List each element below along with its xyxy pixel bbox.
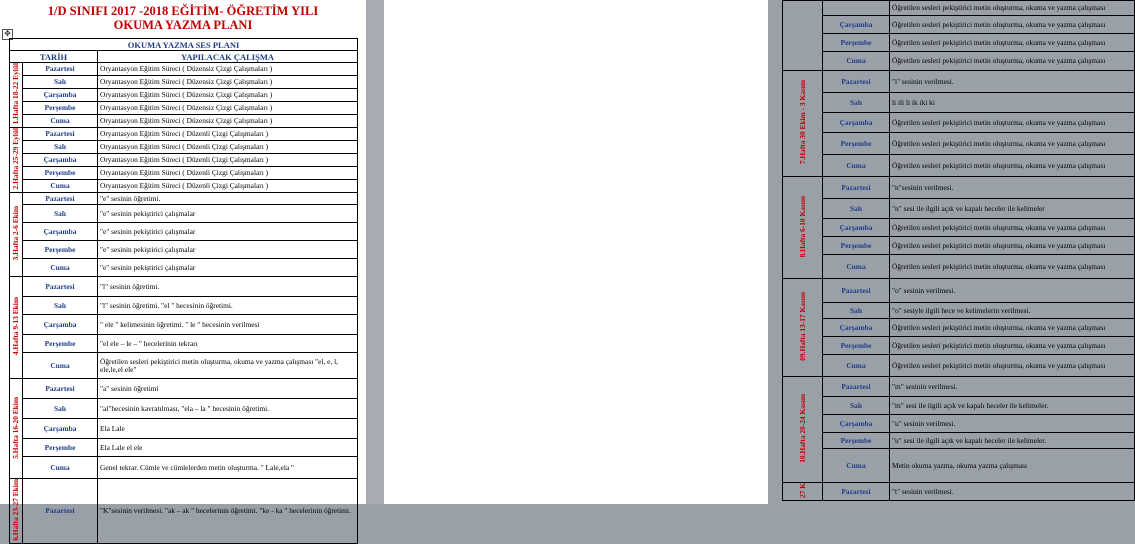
document-title: 1/D SINIFI 2017 -2018 EĞİTİM- ÖĞRETİM YILI (47, 4, 319, 18)
activity-cell: Öğretilen sesleri pekiştirici metin oluşturma, okuma ve yazma çalışması (890, 113, 1135, 133)
activity-cell: Oryantasyon Eğitim Süreci ( Düzenli Çizgi Çalışmaları ) (98, 154, 358, 167)
document-subtitle: OKUMA YAZMA PLANI (113, 18, 253, 32)
activity-cell: "e" sesinin pekiştirici çalışmalar (98, 223, 358, 241)
activity-cell: "m" sesinin verilmesi. (890, 377, 1135, 397)
week-label-cell (783, 177, 823, 279)
week-label-cell (10, 379, 23, 479)
activity-cell: "o" sesiyle ilgili hece ve kelimelerin verilmesi. (890, 303, 1135, 319)
activity-cell: Öğretilen sesleri pekiştirici metin oluşturma, okuma ve yazma çalışması (890, 1, 1135, 16)
week-label: 5.Hafta 16-20 Ekim (11, 396, 20, 459)
activity-cell: "l" sesinin öğretimi. (98, 277, 358, 297)
table-row (783, 34, 1135, 52)
activity-cell: " ele " kelimesinin öğretimi. " le " hecesinin verilmesi (98, 315, 358, 335)
week-label-cell (10, 479, 23, 544)
day-cell: Cuma (823, 155, 890, 177)
week-label-cell (783, 377, 823, 483)
day-cell: Cuma (823, 449, 890, 483)
table-row (783, 319, 1135, 337)
week-label: 2.Hafta 25-29 Eylül (11, 128, 20, 190)
table-row (10, 479, 358, 544)
activity-cell: Öğretilen sesleri pekiştirici metin oluşturma, okuma ve yazma çalışması (890, 355, 1135, 377)
activity-cell: "e" sesinin pekiştirici çalışmalar (98, 259, 358, 277)
activity-cell: "u" sesinin verilmesi. (890, 415, 1135, 433)
week-label-cell (783, 71, 823, 177)
week-label-cell (783, 279, 823, 377)
day-cell: Pazartesi (23, 277, 98, 297)
week-label-cell (10, 277, 23, 379)
table-row (10, 167, 358, 180)
table-row (10, 193, 358, 205)
table-row (10, 241, 358, 259)
week-label-cell (10, 193, 23, 277)
table-row (10, 205, 358, 223)
activity-cell: Ela Lale (98, 419, 358, 439)
day-cell: Cuma (23, 457, 98, 479)
day-cell: Salı (23, 205, 98, 223)
day-cell: Çarşamba (823, 16, 890, 34)
day-cell: Pazartesi (823, 377, 890, 397)
day-cell: Pazartesi (823, 71, 890, 93)
table-row (783, 337, 1135, 355)
activity-cell: Öğretilen sesleri pekiştirici metin oluşturma, okuma ve yazma çalışması (890, 219, 1135, 237)
day-cell: Çarşamba (23, 419, 98, 439)
day-cell: Cuma (23, 115, 98, 128)
page-gap (366, 0, 384, 504)
week-label: 09.Hafta 13-17 Kasım (797, 292, 807, 361)
table-row (783, 433, 1135, 449)
activity-cell: Oryantasyon Eğitim Süreci ( Düzensiz Çizgi Çalışmaları ) (98, 102, 358, 115)
day-cell: Pazartesi (823, 483, 890, 501)
table-row (10, 315, 358, 335)
table-row (783, 133, 1135, 155)
day-cell: Salı (23, 399, 98, 419)
day-cell: Cuma (23, 259, 98, 277)
table-row (10, 353, 358, 379)
day-cell: Çarşamba (823, 415, 890, 433)
activity-cell: "t" sesinin verilmesi. (890, 483, 1135, 501)
table-row (783, 155, 1135, 177)
day-cell: Perşembe (823, 34, 890, 52)
activity-cell: Oryantasyon Eğitim Süreci ( Düzensiz Çizgi Çalışmaları ) (98, 76, 358, 89)
table-row (783, 397, 1135, 415)
table-row (783, 177, 1135, 199)
activity-cell: "i" sesinin verilmesi. (890, 71, 1135, 93)
activity-cell: Öğretilen sesleri pekiştirici metin oluşturma, okuma ve yazma çalışması (890, 255, 1135, 279)
week-label-cell (783, 1, 823, 71)
day-cell: Salı (23, 76, 98, 89)
table-row (10, 457, 358, 479)
table-row (10, 419, 358, 439)
day-cell: Perşembe (823, 337, 890, 355)
plan-table-page2 (782, 0, 1135, 501)
activity-cell: Öğretilen sesleri pekiştirici metin oluşturma, okuma ve yazma çalışması (890, 16, 1135, 34)
table-row (10, 297, 358, 315)
activity-cell: Oryantasyon Eğitim Süreci ( Düzenli Çizgi Çalışmaları ) (98, 128, 358, 141)
activity-cell: "e" sesinin öğretimi. (98, 193, 358, 205)
table-row (10, 259, 358, 277)
activity-cell: Öğretilen sesleri pekiştirici metin oluşturma, okuma ve yazma çalışması (890, 319, 1135, 337)
activity-cell: Oryantasyon Eğitim Süreci ( Düzenli Çizgi Çalışmaları ) (98, 141, 358, 154)
day-cell: Çarşamba (823, 319, 890, 337)
week-label: 6.Hafta 23-27 Ekim (11, 479, 20, 541)
week-label: 3.Hafta 2-6 Ekim (11, 206, 20, 261)
table-row (783, 113, 1135, 133)
activity-cell: "n" sesi ile ilgili açık ve kapalı heceler ile kelimeler (890, 199, 1135, 219)
activity-cell: "l" sesinin öğretimi. "el " hecesinin öğretimi. (98, 297, 358, 315)
day-cell: Pazartesi (23, 193, 98, 205)
table-row (10, 102, 358, 115)
activity-cell: Oryantasyon Eğitim Süreci ( Düzenli Çizgi Çalışmaları ) (98, 180, 358, 193)
activity-cell: Oryantasyon Eğitim Süreci ( Düzenli Çizgi Çalışmaları ) (98, 167, 358, 180)
activity-cell: "el ele – le – " hecelerinin tekrarı (98, 335, 358, 353)
day-cell: Cuma (823, 355, 890, 377)
day-cell: Salı (23, 297, 98, 315)
activity-cell: Öğretilen sesleri pekiştirici metin oluşturma, okuma ve yazma çalışması (890, 155, 1135, 177)
day-cell: Salı (823, 303, 890, 319)
activity-cell: "e" sesinin pekiştirici çalışmalar (98, 241, 358, 259)
table-row (783, 1, 1135, 16)
table-row (783, 255, 1135, 279)
table-row (10, 335, 358, 353)
table-row (10, 115, 358, 128)
day-cell: Perşembe (23, 167, 98, 180)
table-title: OKUMA YAZMA SES PLANI (10, 39, 358, 51)
week-label: 7.Hafta 30 Ekim - 3 Kasım (797, 80, 807, 165)
day-cell: Çarşamba (23, 89, 98, 102)
day-cell: Çarşamba (823, 219, 890, 237)
activity-cell: Öğretilen sesleri pekiştirici metin oluşturma, okuma ve yazma çalışması (890, 133, 1135, 155)
day-cell: Pazartesi (23, 128, 98, 141)
table-row (783, 93, 1135, 113)
day-cell: Cuma (23, 180, 98, 193)
table-row (783, 303, 1135, 319)
activity-cell: "e" sesinin pekiştirici çalışmalar (98, 205, 358, 223)
day-cell: Çarşamba (23, 154, 98, 167)
week-label: 8.Hafta 6-10 Kasım (797, 195, 807, 258)
week-label-cell (783, 483, 823, 501)
table-row (10, 379, 358, 399)
table-row (783, 449, 1135, 483)
table-row (783, 355, 1135, 377)
day-cell (823, 1, 890, 16)
activity-cell: Ela Lale el ele (98, 439, 358, 457)
day-cell: Pazartesi (23, 379, 98, 399)
table-row (783, 377, 1135, 397)
activity-cell: Oryantasyon Eğitim Süreci ( Düzensiz Çizgi Çalışmaları ) (98, 63, 358, 76)
day-cell: Cuma (823, 52, 890, 71)
table-row (10, 399, 358, 419)
day-cell: Salı (23, 141, 98, 154)
activity-cell: "al"hecesinin kavratılması, "ela – la " hecesinin öğretimi. (98, 399, 358, 419)
activity-cell: "o" sesinin verilmesi. (890, 279, 1135, 303)
day-cell: Cuma (823, 255, 890, 279)
table-row (783, 219, 1135, 237)
table-row (783, 483, 1135, 501)
page-left (0, 0, 366, 541)
day-cell: Perşembe (823, 433, 890, 449)
week-label: 10.Hafta 20-24 Kasım (797, 394, 807, 463)
table-row (783, 279, 1135, 303)
table-row (10, 223, 358, 241)
day-cell: Perşembe (23, 241, 98, 259)
table-row (10, 89, 358, 102)
activity-cell: Öğretilen sesleri pekiştirici metin oluşturma, okuma ve yazma çalışması (890, 34, 1135, 52)
column-header-yapilacak: YAPILACAK ÇALIŞMA (98, 51, 358, 63)
table-row (10, 439, 358, 457)
day-cell: Perşembe (823, 133, 890, 155)
day-cell: Pazartesi (823, 177, 890, 199)
activity-cell: Öğretilen sesleri pekiştirici metin oluşturma, okuma ve yazma çalışması "el, e, l, ele,le,el ele" (98, 353, 358, 379)
table-row (10, 180, 358, 193)
day-cell: Cuma (23, 353, 98, 379)
column-header-tarih: TARİH (10, 51, 98, 63)
week-label-cell (10, 63, 23, 128)
activity-cell: "K"sesinin verilmesi. "ak – ak " hecelerinin öğretimi. "ke - ka " hecelerinin öğretimi. (98, 479, 358, 544)
table-row (10, 154, 358, 167)
table-row (783, 199, 1135, 219)
activity-cell: "n"sesinin verilmesi. (890, 177, 1135, 199)
table-row (783, 237, 1135, 255)
day-cell: Salı (823, 93, 890, 113)
day-cell: Perşembe (823, 237, 890, 255)
day-cell: Pazartesi (823, 279, 890, 303)
table-row (10, 76, 358, 89)
week-label: 1.Hafta 18-22 Eylül (11, 63, 20, 125)
table-row (10, 277, 358, 297)
activity-cell: "u" sesi ile ilgili açık ve kapalı heceler ile kelimeler. (890, 433, 1135, 449)
day-cell: Çarşamba (23, 315, 98, 335)
table-row (10, 63, 358, 76)
page-right (384, 0, 1106, 504)
day-cell: Perşembe (23, 335, 98, 353)
activity-cell: Öğretilen sesleri pekiştirici metin oluşturma, okuma ve yazma çalışması (890, 237, 1135, 255)
activity-cell: li ili li ik iki ki (890, 93, 1135, 113)
activity-cell: Metin okuma yazma, okuma yazma çalışması (890, 449, 1135, 483)
day-cell: Pazartesi (23, 63, 98, 76)
day-cell: Pazartesi (23, 479, 98, 544)
table-row (10, 128, 358, 141)
activity-cell: Öğretilen sesleri pekiştirici metin oluşturma, okuma ve yazma çalışması (890, 337, 1135, 355)
activity-cell: Oryantasyon Eğitim Süreci ( Düzensiz Çizgi Çalışmaları ) (98, 89, 358, 102)
day-cell: Perşembe (23, 102, 98, 115)
activity-cell: Oryantasyon Eğitim Süreci ( Düzensiz Çizgi Çalışmaları ) (98, 115, 358, 128)
activity-cell: "a" sesinin öğretimi (98, 379, 358, 399)
table-row (783, 52, 1135, 71)
activity-cell: "m" sesi ile ilgili açık ve kapalı heceler ile kelimeler. (890, 397, 1135, 415)
table-row (783, 415, 1135, 433)
table-move-handle-icon[interactable]: ✥ (2, 29, 13, 40)
day-cell: Perşembe (23, 439, 98, 457)
activity-cell: Öğretilen sesleri pekiştirici metin oluşturma, okuma ve yazma çalışması (890, 52, 1135, 71)
week-label: 4.Hafta 9-13 Ekim (11, 297, 20, 356)
week-label-cell (10, 128, 23, 193)
plan-table-page1 (9, 38, 358, 544)
activity-cell: Genel tekrar. Cümle ve cümlelerden metin oluşturma. " Lale,ela " (98, 457, 358, 479)
table-row (783, 71, 1135, 93)
table-row (783, 16, 1135, 34)
day-cell: Çarşamba (23, 223, 98, 241)
table-row (10, 141, 358, 154)
day-cell: Salı (823, 199, 890, 219)
day-cell: Salı (823, 397, 890, 415)
week-label: 27 K (797, 483, 807, 498)
day-cell: Çarşamba (823, 113, 890, 133)
